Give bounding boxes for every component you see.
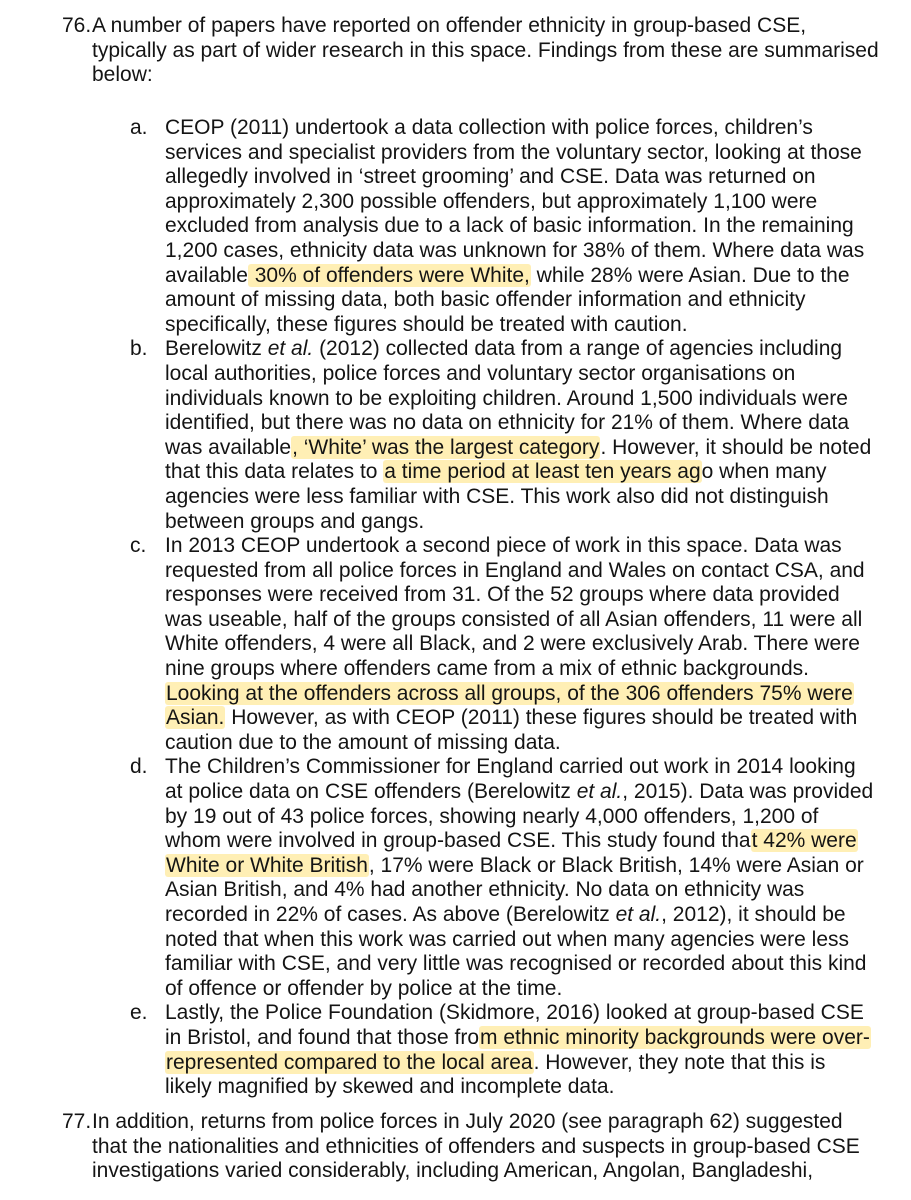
italic-text: et al.	[615, 903, 662, 926]
list-item-text	[165, 1001, 875, 1099]
list-item	[130, 1001, 875, 1099]
text-segment: , 17% were Black or Black British, 14% were Asian or Asian British, and 4% had another ethnicity. No data on ethnicity was recorded in 22% of cases. As above (Berelowitz	[165, 853, 864, 926]
paragraph-text: A number of papers have reported on offender ethnicity in group-based CSE, typically as part of wider research in this space. Findings from these are summarised below:	[92, 14, 879, 87]
text-segment: . However, they note that this is likely magnified by skewed and incomplete data.	[165, 1050, 826, 1099]
text-segment: Lastly, the Police Foundation (Skidmore, 2016) looked at group-based CSE in Bristol, and found that those fro	[165, 1001, 864, 1049]
list-item	[130, 116, 875, 337]
text-segment: . However, it should be noted that this data relates to	[165, 435, 872, 484]
list-item	[130, 337, 875, 534]
list-item-letter: a.	[130, 116, 148, 139]
text-segment: o when many agencies were less familiar with CSE. This work also did not distinguish between groups and gangs.	[165, 460, 829, 533]
text-segment: However, as with CEOP (2011) these figures should be treated with caution due to the amount of missing data.	[165, 706, 858, 754]
paragraph-number: 77.	[62, 1110, 92, 1133]
text-segment: while 28% were Asian. Due to the amount of missing data, both basic offender information and ethnicity specifically, these figures should be treated with caution.	[165, 263, 850, 336]
list-item-letter: b.	[130, 337, 148, 361]
italic-text: et al.	[267, 337, 314, 361]
italic-text: et al.	[576, 780, 623, 804]
findings-list	[130, 116, 875, 1100]
text-segment: Berelowitz	[165, 337, 268, 361]
list-item	[130, 755, 875, 1001]
list-item-text	[165, 534, 875, 755]
text-segment: In 2013 CEOP undertook a second piece of work in this space. Data was requested from all police forces in England and Wales on contact CSA, and responses were received from 31. Of the 52 groups where data provided was useable, half of the groups consisted of all Asian offenders, 11 were all White offenders, 4 were all Black, and 2 were exclusively Arab. There were nine groups where offenders came from a mix of ethnic backgrounds.	[165, 534, 865, 681]
list-item-text	[165, 116, 875, 337]
text-segment: CEOP (2011) undertook a data collection with police forces, children’s services and specialist providers from the voluntary sector, looking at those allegedly involved in ‘street grooming’ and CSE. Data was returned on approximately 2,300 possible offenders, but approximately 1,100 were excluded from analysis due to a lack of basic information. In the remaining 1,200 cases, ethnicity data was unknown for 38% of them. Where data was available	[165, 116, 865, 287]
text-segment: (2012) collected data from a range of agencies including local authorities, police forces and voluntary sector organisations on individuals known to be exploiting children. Around 1,500 individuals were identified, but there was no data on ethnicity for 21% of them. Where data was available	[165, 337, 850, 459]
paragraph-text: In addition, returns from police forces in July 2020 (see paragraph 62) suggested that the nationalities and ethnicities of offenders and suspects in group-based CSE investigations varied considerably, including American, Angolan, Bangladeshi,	[92, 1110, 860, 1183]
highlighted-text: a time period at least ten years ag	[384, 460, 701, 484]
highlighted-text: Looking at the offenders across all groups, of the 306 offenders 75% were Asian.	[166, 681, 853, 730]
list-item-text	[165, 755, 875, 1001]
list-item-text	[165, 337, 875, 534]
list-item-letter: d.	[130, 755, 148, 779]
list-item	[130, 534, 875, 755]
list-item-letter: e.	[130, 1001, 148, 1025]
list-item-letter: c.	[130, 534, 147, 558]
text-segment: , 2015). Data was provided by 19 out of 43 police forces, showing nearly 4,000 offenders, 1,200 of whom were involved in group-based CSE. This study found tha	[165, 780, 874, 853]
text-segment: The Children’s Commissioner for England carried out work in 2014 looking at police data on CSE offenders (Berelowitz	[165, 755, 856, 804]
highlighted-text: 30% of offenders were White,	[248, 263, 530, 287]
highlighted-text: m ethnic minority backgrounds were over-represented compared to the local area	[166, 1025, 870, 1074]
text-segment: , 2012), it should be noted that when this work was carried out when many agencies were less familiar with CSE, and very little was recognised or recorded about this kind of offence or offender by police at the time.	[165, 903, 867, 1000]
highlighted-text: , ‘White’ was the largest category	[292, 435, 600, 459]
paragraph-number: 76.	[62, 14, 92, 37]
highlighted-text: t 42% were White or White British	[166, 829, 857, 877]
